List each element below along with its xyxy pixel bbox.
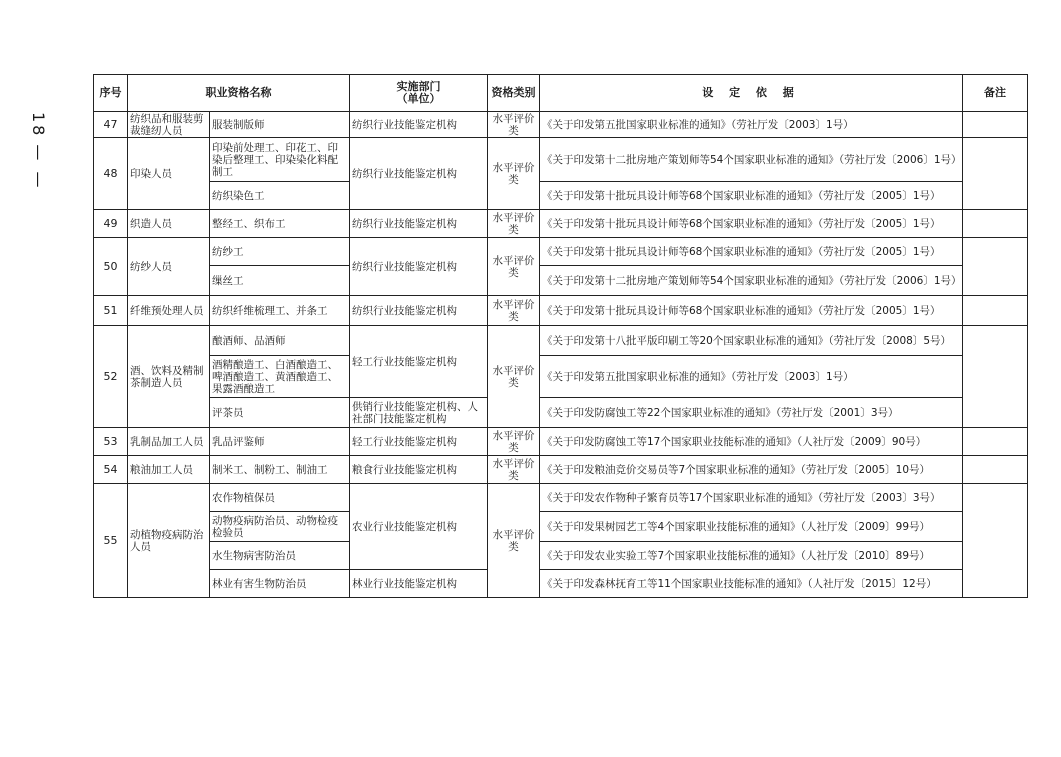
qualification-table [93, 74, 1028, 598]
page-number-value: 18 [29, 112, 48, 139]
table-row [94, 238, 1028, 266]
row-category: 水平评价类 [488, 112, 540, 138]
row-name: 整经工、织布工 [210, 210, 350, 238]
row-basis: 《关于印发第十八批平版印刷工等20个国家职业标准的通知》（劳社厅发〔2008〕5号） [540, 326, 963, 356]
row-name: 制米工、制粉工、制油工 [210, 456, 350, 484]
table-row [94, 456, 1028, 484]
header-name: 职业资格名称 [128, 75, 350, 112]
row-name: 服装制版师 [210, 112, 350, 138]
page-number-dash: — — [29, 144, 48, 191]
row-dept: 供销行业技能鉴定机构、人社部门技能鉴定机构 [350, 398, 488, 428]
row-category: 水平评价类 [488, 210, 540, 238]
row-category: 水平评价类 [488, 296, 540, 326]
row-category: 水平评价类 [488, 238, 540, 296]
row-dept: 粮食行业技能鉴定机构 [350, 456, 488, 484]
row-group: 织造人员 [128, 210, 210, 238]
row-remark [963, 296, 1028, 326]
row-dept: 纺织行业技能鉴定机构 [350, 296, 488, 326]
table-row [94, 356, 1028, 398]
row-remark [963, 484, 1028, 598]
row-name: 纺织染色工 [210, 182, 350, 210]
row-remark [963, 326, 1028, 428]
row-remark [963, 210, 1028, 238]
row-category: 水平评价类 [488, 428, 540, 456]
table-row [94, 266, 1028, 296]
row-basis: 《关于印发第五批国家职业标准的通知》（劳社厅发〔2003〕1号） [540, 356, 963, 398]
row-name: 纺纱工 [210, 238, 350, 266]
row-dept: 纺织行业技能鉴定机构 [350, 238, 488, 296]
header-dept-sub: （单位） [396, 92, 441, 105]
row-group: 纺织品和服装剪裁缝纫人员 [128, 112, 210, 138]
row-group: 动植物疫病防治人员 [128, 484, 210, 598]
row-group: 印染人员 [128, 138, 210, 210]
row-group: 纺纱人员 [128, 238, 210, 296]
row-seq: 49 [94, 210, 128, 238]
table-row [94, 138, 1028, 182]
row-dept: 林业行业技能鉴定机构 [350, 570, 488, 598]
row-basis: 《关于印发第十批玩具设计师等68个国家职业标准的通知》（劳社厅发〔2005〕1号） [540, 238, 963, 266]
row-basis: 《关于印发第十二批房地产策划师等54个国家职业标准的通知》（劳社厅发〔2006〕1号） [540, 266, 963, 296]
page-number [29, 112, 48, 190]
row-seq: 48 [94, 138, 128, 210]
row-name: 动物疫病防治员、动物检疫检验员 [210, 512, 350, 542]
row-basis: 《关于印发防腐蚀工等17个国家职业技能标准的通知》（人社厅发〔2009〕90号） [540, 428, 963, 456]
row-seq: 47 [94, 112, 128, 138]
table-row [94, 484, 1028, 512]
table-row [94, 326, 1028, 356]
row-seq: 50 [94, 238, 128, 296]
row-group: 酒、饮料及精制茶制造人员 [128, 326, 210, 428]
table-row [94, 570, 1028, 598]
row-name: 评茶员 [210, 398, 350, 428]
row-basis: 《关于印发防腐蚀工等22个国家职业标准的通知》（劳社厅发〔2001〕3号） [540, 398, 963, 428]
table-row [94, 112, 1028, 138]
row-seq: 53 [94, 428, 128, 456]
header-seq: 序号 [94, 75, 128, 112]
table-row [94, 210, 1028, 238]
row-dept: 轻工行业技能鉴定机构 [350, 326, 488, 398]
table-row [94, 512, 1028, 542]
row-basis: 《关于印发第五批国家职业标准的通知》（劳社厅发〔2003〕1号） [540, 112, 963, 138]
header-dept-title: 实施部门 [396, 80, 441, 93]
row-name: 纺织纤维梳理工、并条工 [210, 296, 350, 326]
row-group: 粮油加工人员 [128, 456, 210, 484]
table-row [94, 542, 1028, 570]
row-dept: 轻工行业技能鉴定机构 [350, 428, 488, 456]
row-seq: 54 [94, 456, 128, 484]
row-remark [963, 428, 1028, 456]
row-remark [963, 138, 1028, 210]
row-group: 乳制品加工人员 [128, 428, 210, 456]
row-basis: 《关于印发农业实验工等7个国家职业技能标准的通知》（人社厅发〔2010〕89号） [540, 542, 963, 570]
header-category: 资格类别 [488, 75, 540, 112]
row-dept: 农业行业技能鉴定机构 [350, 484, 488, 570]
row-category: 水平评价类 [488, 456, 540, 484]
row-group: 纤维预处理人员 [128, 296, 210, 326]
header-dept [350, 75, 488, 112]
header-basis: 设 定 依 据 [540, 75, 963, 112]
row-seq: 52 [94, 326, 128, 428]
table-row [94, 182, 1028, 210]
row-basis: 《关于印发第十批玩具设计师等68个国家职业标准的通知》（劳社厅发〔2005〕1号） [540, 210, 963, 238]
row-name: 酒精酿造工、白酒酿造工、啤酒酿造工、黄酒酿造工、果露酒酿造工 [210, 356, 350, 398]
row-name: 印染前处理工、印花工、印染后整理工、印染染化料配制工 [210, 138, 350, 182]
row-seq: 51 [94, 296, 128, 326]
row-basis: 《关于印发第十批玩具设计师等68个国家职业标准的通知》（劳社厅发〔2005〕1号） [540, 182, 963, 210]
row-basis: 《关于印发第十批玩具设计师等68个国家职业标准的通知》（劳社厅发〔2005〕1号） [540, 296, 963, 326]
row-basis: 《关于印发森林抚育工等11个国家职业技能标准的通知》（人社厅发〔2015〕12号） [540, 570, 963, 598]
row-basis: 《关于印发粮油竞价交易员等7个国家职业标准的通知》（劳社厅发〔2005〕10号） [540, 456, 963, 484]
row-remark [963, 238, 1028, 296]
row-basis: 《关于印发果树园艺工等4个国家职业技能标准的通知》（人社厅发〔2009〕99号） [540, 512, 963, 542]
row-category: 水平评价类 [488, 326, 540, 428]
row-basis: 《关于印发第十二批房地产策划师等54个国家职业标准的通知》（劳社厅发〔2006〕1号） [540, 138, 963, 182]
table-row [94, 398, 1028, 428]
row-category: 水平评价类 [488, 138, 540, 210]
row-remark [963, 112, 1028, 138]
header-row [94, 75, 1028, 112]
header-remark: 备注 [963, 75, 1028, 112]
row-name: 林业有害生物防治员 [210, 570, 350, 598]
row-category: 水平评价类 [488, 484, 540, 598]
row-name: 酿酒师、品酒师 [210, 326, 350, 356]
row-name: 乳品评鉴师 [210, 428, 350, 456]
table-row [94, 296, 1028, 326]
row-name: 农作物植保员 [210, 484, 350, 512]
row-seq: 55 [94, 484, 128, 598]
row-name: 水生物病害防治员 [210, 542, 350, 570]
row-dept: 纺织行业技能鉴定机构 [350, 138, 488, 210]
row-basis: 《关于印发农作物种子繁育员等17个国家职业标准的通知》（劳社厅发〔2003〕3号） [540, 484, 963, 512]
row-remark [963, 456, 1028, 484]
row-dept: 纺织行业技能鉴定机构 [350, 112, 488, 138]
row-dept: 纺织行业技能鉴定机构 [350, 210, 488, 238]
table-row [94, 428, 1028, 456]
row-name: 缫丝工 [210, 266, 350, 296]
